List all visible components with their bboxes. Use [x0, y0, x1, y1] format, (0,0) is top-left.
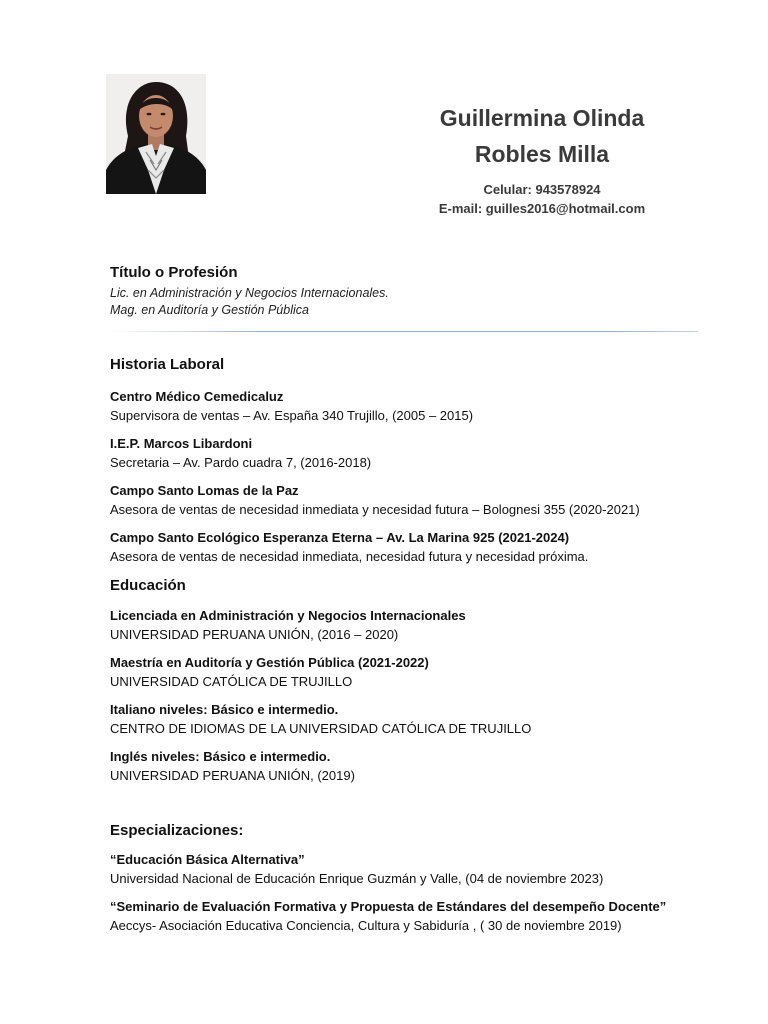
cv-content [110, 263, 700, 935]
entry-detail: Asesora de ventas de necesidad inmediata y necesidad futura – Bolognesi 355 (2020-2021) [110, 502, 640, 517]
section-divider [110, 331, 698, 332]
phone-number: Celular: 943578924 [483, 182, 601, 197]
cv-header [392, 100, 692, 218]
entry-detail: UNIVERSIDAD PERUANA UNIÓN, (2019) [110, 768, 355, 783]
entry-title: Centro Médico Cemedicaluz [110, 389, 284, 404]
section-titulo [110, 263, 700, 332]
list-item [110, 481, 700, 519]
entry-detail: UNIVERSIDAD PERUANA UNIÓN, (2016 – 2020) [110, 627, 399, 642]
email-address: E-mail: guilles2016@hotmail.com [438, 201, 646, 216]
entry-title: “Educación Básica Alternativa” [110, 852, 305, 867]
entry-title: Campo Santo Ecológico Esperanza Eterna – Av. La Marina 925 (2021-2024) [110, 530, 570, 545]
profile-photo [106, 74, 206, 194]
list-item [110, 897, 700, 935]
list-item [110, 700, 700, 738]
entry-detail: CENTRO DE IDIOMAS DE LA UNIVERSIDAD CATÓLICA DE TRUJILLO [110, 721, 532, 736]
profession-line: Mag. en Auditoría y Gestión Pública [110, 303, 309, 317]
entry-title: “Seminario de Evaluación Formativa y Propuesta de Estándares del desempeño Docente” [110, 899, 667, 914]
list-item [110, 653, 700, 691]
name-line-1: Guillermina Olinda [439, 105, 645, 131]
portrait-illustration [106, 74, 206, 194]
entry-title: Licenciada en Administración y Negocios Internacionales [110, 608, 466, 623]
section-educacion [110, 576, 700, 785]
entry-title: Campo Santo Lomas de la Paz [110, 483, 299, 498]
entry-detail: UNIVERSIDAD CATÓLICA DE TRUJILLO [110, 674, 353, 689]
entry-title: Maestría en Auditoría y Gestión Pública (2021-2022) [110, 655, 429, 670]
list-item [110, 850, 700, 888]
entry-title: Italiano niveles: Básico e intermedio. [110, 702, 339, 717]
section-heading: Título o Profesión [110, 264, 238, 281]
section-heading: Educación [110, 577, 186, 594]
section-heading: Historia Laboral [110, 356, 225, 373]
entry-detail: Secretaria – Av. Pardo cuadra 7, (2016-2018) [110, 455, 372, 470]
entry-detail: Supervisora de ventas – Av. España 340 Trujillo, (2005 – 2015) [110, 408, 474, 423]
list-item [110, 387, 700, 425]
list-item [110, 747, 700, 785]
entry-detail: Asesora de ventas de necesidad inmediata, necesidad futura y necesidad próxima. [110, 549, 589, 564]
profession-line: Lic. en Administración y Negocios Internacionales. [110, 286, 389, 300]
list-item [110, 434, 700, 472]
entry-title: I.E.P. Marcos Libardoni [110, 436, 253, 451]
entry-title: Inglés niveles: Básico e intermedio. [110, 749, 331, 764]
section-historia-laboral [110, 355, 700, 566]
section-heading: Especializaciones: [110, 822, 244, 839]
entry-detail: Universidad Nacional de Educación Enrique Guzmán y Valle, (04 de noviembre 2023) [110, 871, 604, 886]
name-line-2: Robles Milla [474, 141, 610, 167]
entry-detail: Aeccys- Asociación Educativa Conciencia, Cultura y Sabiduría , ( 30 de noviembre 2019) [110, 918, 622, 933]
section-especializaciones [110, 821, 700, 935]
list-item [110, 606, 700, 644]
list-item [110, 528, 700, 566]
